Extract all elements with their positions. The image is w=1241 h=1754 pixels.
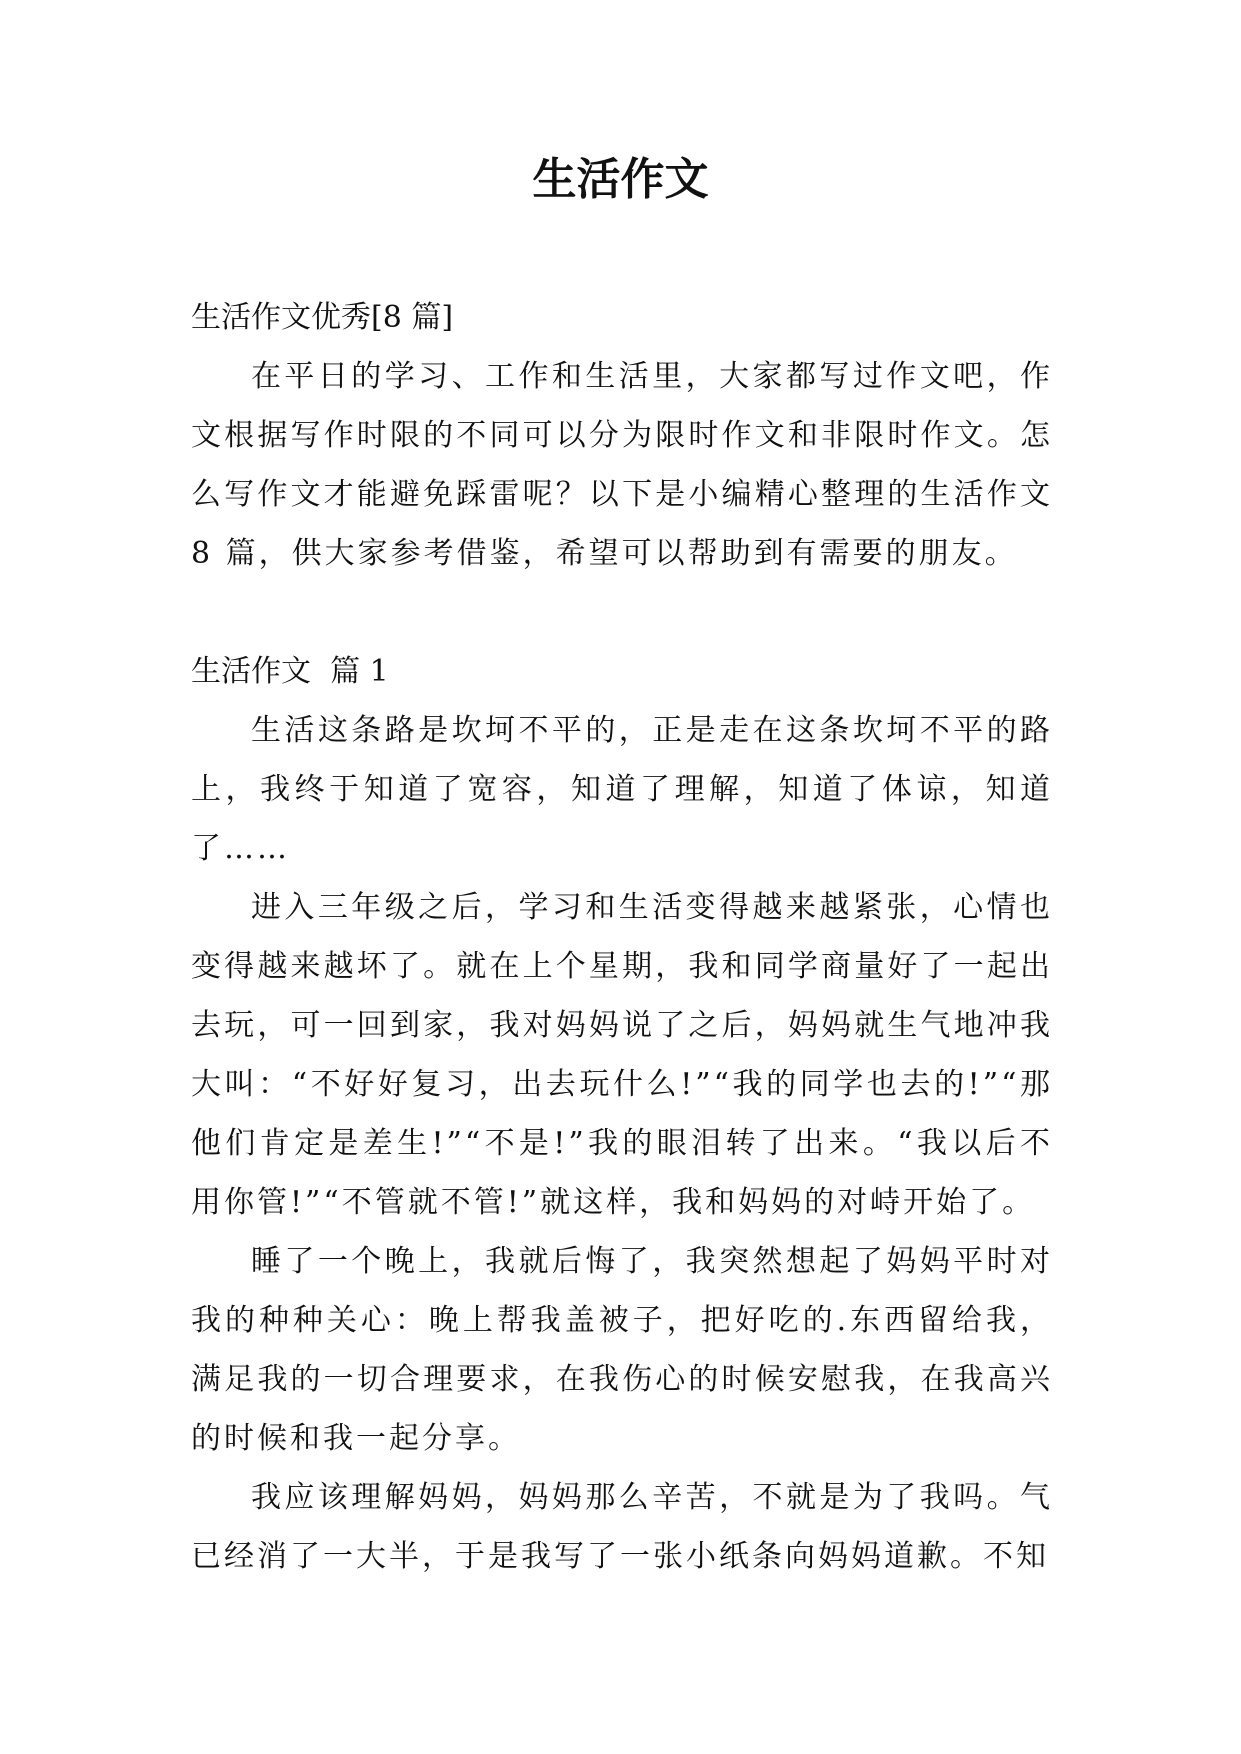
section-heading: 生活作文 篇 1: [191, 654, 389, 689]
body-paragraph: 睡了一个晚上，我就后悔了，我突然想起了妈妈平时对我的种种关心：晚上帮我盖被子，把好吃的.东西留给我，满足我的一切合理要求，在我伤心的时候安慰我，在我高兴的时候和我一起分享。: [191, 1244, 1053, 1456]
intro-paragraph: 在平日的学习、工作和生活里，大家都写过作文吧，作文根据写作时限的不同可以分为限时作文和非限时作文。怎么写作文才能避免踩雷呢？以下是小编精心整理的生活作文 8 篇，供大家参考借鉴，希望可以帮助到有需要的朋友。: [191, 359, 1053, 571]
document-subtitle: 生活作文优秀[8 篇]: [191, 300, 454, 335]
body-paragraph: 进入三年级之后，学习和生活变得越来越紧张，心情也变得越来越坏了。就在上个星期，我和同学商量好了一起出去玩，可一回到家，我对妈妈说了之后，妈妈就生气地冲我大叫：“不好好复习，出去玩什么!”“我的同学也去的!”“那他们肯定是差生!”“不是!”我的眼泪转了出来。“我以后不用你管!”“不管就不管!”就这样，我和妈妈的对峙开始了。: [191, 890, 1053, 1220]
document-body: [191, 288, 1053, 1586]
section-spacer: [191, 583, 1053, 642]
page-title: 生活作文: [532, 154, 709, 205]
body-paragraph: 我应该理解妈妈，妈妈那么辛苦，不就是为了我吗。气已经消了一大半，于是我写了一张小纸条向妈妈道歉。不知: [191, 1480, 1053, 1574]
body-paragraph: 生活这条路是坎坷不平的，正是走在这条坎坷不平的路上，我终于知道了宽容，知道了理解，知道了体谅，知道了……: [191, 713, 1053, 866]
